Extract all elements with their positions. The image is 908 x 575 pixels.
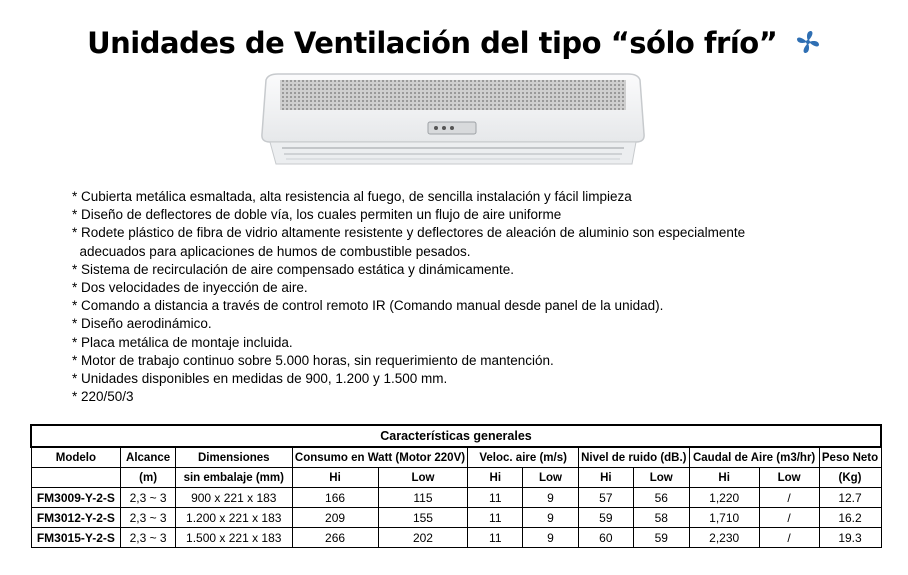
cell-peso: 16.2: [819, 508, 881, 528]
header-low: Low: [633, 468, 689, 488]
cell-dim: 1.200 x 221 x 183: [175, 508, 292, 528]
cell-w-hi: 266: [292, 528, 378, 548]
header-alcance: Alcance: [121, 447, 176, 468]
cell-dim: 1.500 x 221 x 183: [175, 528, 292, 548]
cell-n-low: 56: [633, 488, 689, 508]
cell-w-hi: 209: [292, 508, 378, 528]
feature-list: [72, 188, 745, 406]
feature-item: * Diseño aerodinámico.: [72, 316, 212, 332]
header-dimensiones: Dimensiones: [175, 447, 292, 468]
cell-model: FM3012-Y-2-S: [31, 508, 121, 528]
cell-alcance: 2,3 ~ 3: [121, 528, 176, 548]
header-low: Low: [378, 468, 468, 488]
feature-item: * Comando a distancia a través de control remoto IR (Comando manual desde panel de la unidad).: [72, 298, 664, 314]
header-empty: [31, 468, 121, 488]
table-row: [31, 508, 881, 528]
specs-table: [30, 424, 882, 548]
cell-peso: 12.7: [819, 488, 881, 508]
cell-n-hi: 59: [578, 508, 633, 528]
header-consumo: Consumo en Watt (Motor 220V): [292, 447, 468, 468]
cell-v-low: 9: [523, 528, 579, 548]
feature-item: * Diseño de deflectores de doble vía, los cuales permiten un flujo de aire uniforme: [72, 207, 562, 223]
cell-model: FM3009-Y-2-S: [31, 488, 121, 508]
header-ruido: Nivel de ruido (dB.): [578, 447, 689, 468]
feature-item: adecuados para aplicaciones de humos de combustible pesados.: [72, 243, 471, 259]
feature-item: * Dos velocidades de inyección de aire.: [72, 280, 308, 296]
cell-c-hi: 1,710: [689, 508, 759, 528]
cell-v-hi: 11: [468, 508, 523, 528]
header-low: Low: [523, 468, 579, 488]
header-dimensiones-sub: sin embalaje (mm): [175, 468, 292, 488]
cell-n-hi: 60: [578, 528, 633, 548]
cell-v-low: 9: [523, 488, 579, 508]
cell-v-hi: 11: [468, 488, 523, 508]
cell-w-low: 115: [378, 488, 468, 508]
cell-dim: 900 x 221 x 183: [175, 488, 292, 508]
cell-n-low: 59: [633, 528, 689, 548]
cell-c-hi: 1,220: [689, 488, 759, 508]
cell-w-hi: 166: [292, 488, 378, 508]
table-row: [31, 488, 881, 508]
cell-model: FM3015-Y-2-S: [31, 528, 121, 548]
cell-c-low: /: [759, 488, 819, 508]
page-title: [0, 26, 908, 62]
header-hi: Hi: [292, 468, 378, 488]
cell-alcance: 2,3 ~ 3: [121, 488, 176, 508]
cell-alcance: 2,3 ~ 3: [121, 508, 176, 528]
header-peso: Peso Neto: [819, 447, 881, 468]
cell-v-low: 9: [523, 508, 579, 528]
header-low: Low: [759, 468, 819, 488]
feature-item: * Sistema de recirculación de aire compensado estática y dinámicamente.: [72, 261, 514, 277]
table-row: [31, 528, 881, 548]
table-caption: Características generales: [31, 425, 881, 447]
header-modelo: Modelo: [31, 447, 121, 468]
title-text: Unidades de Ventilación del tipo “sólo frío”: [87, 26, 778, 60]
cell-n-low: 58: [633, 508, 689, 528]
header-hi: Hi: [689, 468, 759, 488]
header-hi: Hi: [578, 468, 633, 488]
cell-n-hi: 57: [578, 488, 633, 508]
header-alcance-unit: (m): [121, 468, 176, 488]
feature-item: * Placa metálica de montaje incluida.: [72, 334, 293, 350]
cell-v-hi: 11: [468, 528, 523, 548]
header-veloc: Veloc. aire (m/s): [468, 447, 578, 468]
header-caudal: Caudal de Aire (m3/hr): [689, 447, 819, 468]
air-curtain-unit-image: [258, 72, 648, 172]
feature-item: * Motor de trabajo continuo sobre 5.000 horas, sin requerimiento de mantención.: [72, 352, 554, 368]
fan-icon: [795, 28, 821, 62]
cell-c-hi: 2,230: [689, 528, 759, 548]
feature-item: * Rodete plástico de fibra de vidrio altamente resistente y deflectores de aleación de aluminio son especialmente: [72, 225, 746, 241]
feature-item: * 220/50/3: [72, 389, 134, 405]
feature-item: * Unidades disponibles en medidas de 900, 1.200 y 1.500 mm.: [72, 371, 448, 387]
cell-c-low: /: [759, 508, 819, 528]
cell-c-low: /: [759, 528, 819, 548]
feature-item: * Cubierta metálica esmaltada, alta resistencia al fuego, de sencilla instalación y fácil limpieza: [72, 189, 632, 204]
cell-peso: 19.3: [819, 528, 881, 548]
header-peso-unit: (Kg): [819, 468, 881, 488]
header-hi: Hi: [468, 468, 523, 488]
cell-w-low: 202: [378, 528, 468, 548]
cell-w-low: 155: [378, 508, 468, 528]
